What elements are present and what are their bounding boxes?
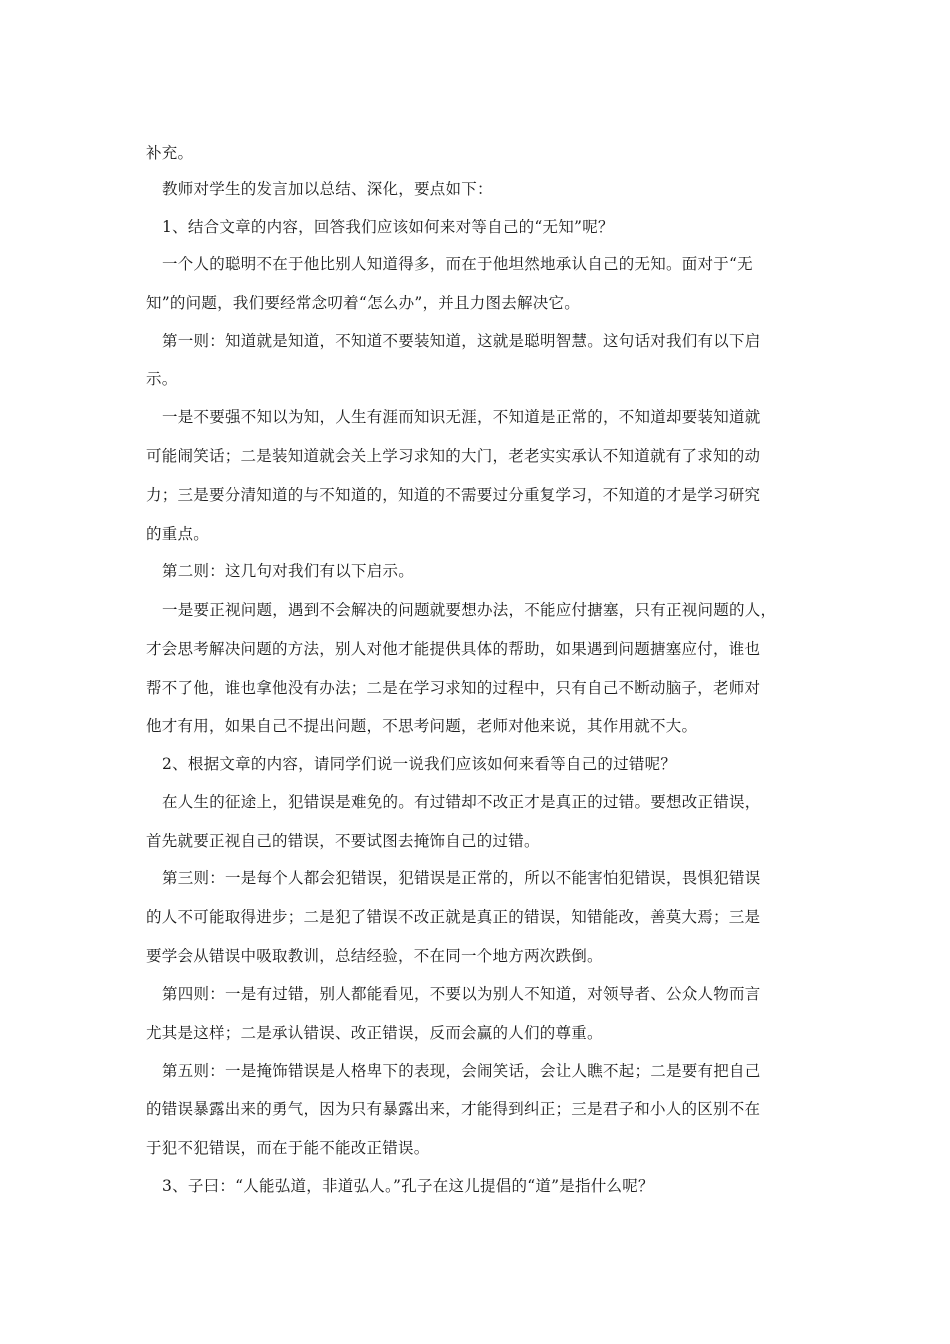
text-line: 尤其是这样；二是承认错误、改正错误，反而会赢的人们的尊重。 [146,1023,603,1042]
text-line: 的错误暴露出来的勇气，因为只有暴露出来，才能得到纠正；三是君子和小人的区别不在 [146,1099,761,1118]
text-line: 第三则：一是每个人都会犯错误，犯错误是正常的，所以不能害怕犯错误，畏惧犯错误 [162,868,761,887]
text-line: 要学会从错误中吸取教训，总结经验，不在同一个地方两次跌倒。 [146,946,603,965]
text-line: 补充。 [146,143,194,162]
text-line: 一是要正视问题，遇到不会解决的问题就要想办法，不能应付搪塞，只有正视问题的人， [162,600,777,619]
text-line: 1、结合文章的内容，回答我们应该如何来对等自己的“无知”呢？ [162,217,614,236]
text-line: 3、子曰：“人能弘道，非道弘人。”孔子在这儿提倡的“道”是指什么呢？ [162,1176,654,1195]
text-line: 第一则：知道就是知道，不知道不要装知道，这就是聪明智慧。这句话对我们有以下启 [162,331,761,350]
text-line: 第二则：这几句对我们有以下启示。 [162,561,415,580]
text-line: 示。 [146,369,178,388]
text-line: 可能闹笑话；二是装知道就会关上学习求知的大门，老老实实承认不知道就有了求知的动 [146,446,761,465]
text-line: 的重点。 [146,524,210,543]
text-line: 知”的问题，我们要经常念叨着“怎么办”，并且力图去解决它。 [146,293,581,312]
text-line: 一是不要强不知以为知，人生有涯而知识无涯，不知道是正常的，不知道却要装知道就 [162,407,761,426]
text-line: 一个人的聪明不在于他比别人知道得多，而在于他坦然地承认自己的无知。面对于“无 [162,254,753,273]
text-line: 2、根据文章的内容，请同学们说一说我们应该如何来看等自己的过错呢？ [162,754,677,773]
text-line: 首先就要正视自己的错误，不要试图去掩饰自己的过错。 [146,831,540,850]
text-line: 帮不了他，谁也拿他没有办法；二是在学习求知的过程中，只有自己不断动脑子，老师对 [146,678,761,697]
text-line: 的人不可能取得进步；二是犯了错误不改正就是真正的错误，知错能改，善莫大焉；三是 [146,907,761,926]
text-line: 才会思考解决问题的方法，别人对他才能提供具体的帮助，如果遇到问题搪塞应付，谁也 [146,639,761,658]
text-line: 于犯不犯错误，而在于能不能改正错误。 [146,1138,430,1157]
text-line: 第五则：一是掩饰错误是人格卑下的表现，会闹笑话，会让人瞧不起；二是要有把自己 [162,1061,761,1080]
text-line: 教师对学生的发言加以总结、深化，要点如下： [162,179,493,198]
text-line: 第四则：一是有过错，别人都能看见，不要以为别人不知道，对领导者、公众人物而言 [162,984,761,1003]
text-line: 力；三是要分清知道的与不知道的，知道的不需要过分重复学习，不知道的才是学习研究 [146,485,761,504]
text-line: 他才有用，如果自己不提出问题，不思考问题，老师对他来说，其作用就不大。 [146,716,698,735]
text-line: 在人生的征途上，犯错误是难免的。有过错却不改正才是真正的过错。要想改正错误， [162,792,761,811]
